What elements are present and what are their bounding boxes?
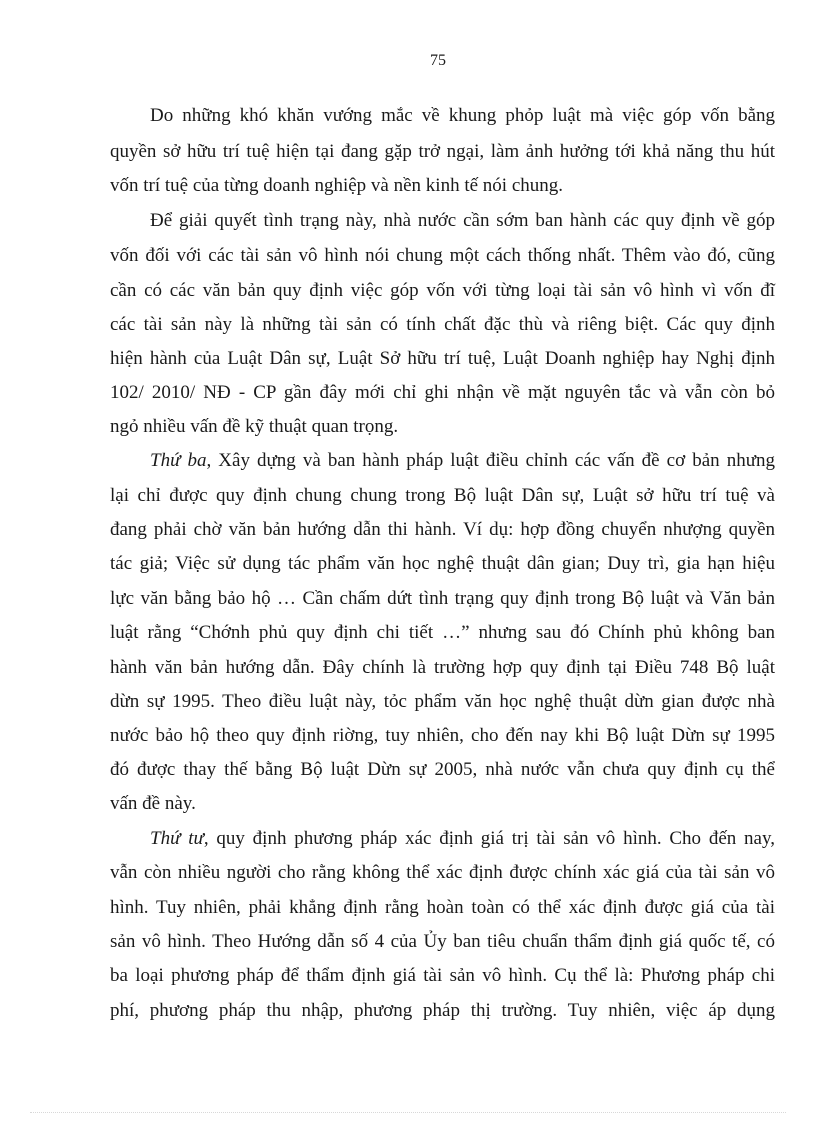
page-number: 75 — [430, 52, 446, 69]
text-line: Do những khó khăn vướng mắc về khung phỏp luật mà việc góp vốn bằng — [150, 105, 775, 126]
text-line: lực văn bằng bảo hộ … Cần chấm dứt tình trạng quy định trong Bộ luật và Văn bản — [110, 588, 775, 609]
text-line: hình. Tuy nhiên, phải khẳng định rằng hoàn toàn có thể xác định được giá của tài — [110, 897, 775, 918]
text-line: sản vô hình. Theo Hướng dẫn số 4 của Ủy ban tiêu chuẩn thẩm định giá quốc tế, có — [110, 931, 775, 952]
text-line: Để giải quyết tình trạng này, nhà nước cần sớm ban hành các quy định về góp — [150, 210, 775, 231]
text-line: vốn đối với các tài sản vô hình nói chung một cách thống nhất. Thêm vào đó, cũng — [110, 245, 775, 266]
text-line: phí, phương pháp thu nhập, phương pháp thị trường. Tuy nhiên, việc áp dụng — [110, 1000, 775, 1021]
text-line: , Xây dựng và ban hành pháp luật điều chỉnh các vấn đề cơ bản nhưng — [206, 450, 775, 471]
text-line: quyền sở hữu trí tuệ hiện tại đang gặp trở ngại, làm ảnh hưởng tới khả năng thu hút — [110, 141, 775, 162]
text-line-with-lead — [150, 827, 775, 851]
text-line: hành văn bản hướng dẫn. Đây chính là trường hợp quy định tại Điều 748 Bộ luật — [110, 657, 775, 678]
text-line: ba loại phương pháp để thẩm định giá tài sản vô hình. Cụ thể là: Phương pháp chi — [110, 965, 775, 986]
text-line: dừn sự 1995. Theo điều luật này, tỏc phẩm văn học nghệ thuật dừn gian được nhà — [110, 691, 775, 712]
text-line: 102/ 2010/ NĐ - CP gần đây mới chỉ ghi nhận về mặt nguyên tắc và vẫn còn bỏ — [110, 382, 775, 403]
text-line: luật rằng “Chớnh phủ quy định chi tiết …” nhưng sau đó Chính phủ không ban — [110, 622, 775, 643]
text-line: các tài sản này là những tài sản có tính chất đặc thù và riêng biệt. Các quy định — [110, 314, 775, 335]
text-line: lại chỉ được quy định chung chung trong Bộ luật Dân sự, Luật sở hữu trí tuệ và — [110, 485, 775, 506]
page-bottom-border — [30, 1112, 786, 1113]
text-line-with-lead — [150, 449, 775, 473]
text-line: cần có các văn bản quy định việc góp vốn với từng loại tài sản vô hình vì vốn đĩ — [110, 280, 775, 301]
text-line: đang phải chờ văn bản hướng dẫn thi hành. Ví dụ: hợp đồng chuyển nhượng quyền — [110, 519, 775, 540]
text-line: hiện hành của Luật Dân sự, Luật Sở hữu trí tuệ, Luật Doanh nghiệp hay Nghị định — [110, 348, 775, 369]
text-line: , quy định phương pháp xác định giá trị tài sản vô hình. Cho đến nay, — [203, 828, 775, 849]
text-line: ngỏ nhiều vấn đề kỹ thuật quan trọng. — [110, 416, 399, 437]
text-line: nước bảo hộ theo quy định riờng, tuy nhiên, cho đến nay khi Bộ luật Dừn sự 1995 — [110, 725, 775, 746]
paragraph-lead: Thứ ba — [150, 450, 207, 471]
text-line: đó được thay thế bằng Bộ luật Dừn sự 2005, nhà nước vẫn chưa quy định cụ thể — [110, 759, 775, 780]
text-line: tác giả; Việc sử dụng tác phẩm văn học nghệ thuật dân gian; Duy trì, gia hạn hiệu — [110, 553, 775, 574]
text-line: vẫn còn nhiều người cho rằng không thể xác định được chính xác giá của tài sản vô — [110, 862, 775, 883]
paragraph-lead: Thứ tư — [150, 828, 204, 849]
text-line: vấn đề này. — [110, 793, 196, 814]
text-line: vốn trí tuệ của từng doanh nghiệp và nền kinh tế nói chung. — [110, 175, 564, 196]
